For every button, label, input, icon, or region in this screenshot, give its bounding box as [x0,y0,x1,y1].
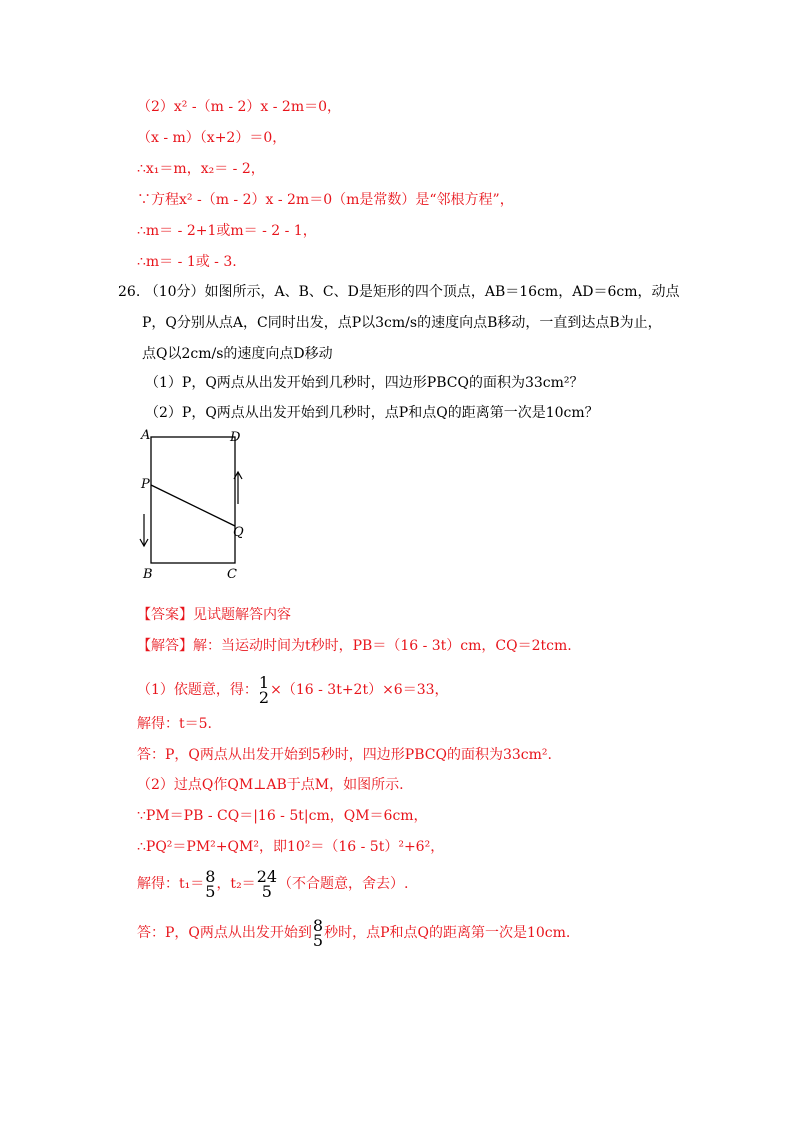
part2-line-1: （2）过点Q作QM⊥AB于点M，如图所示. [137,777,404,793]
question-26-line-3: 点Q以2cm/s的速度向点D移动 [142,346,333,362]
label-a: A [141,428,151,443]
solution-line-4: ∵方程x² -（m - 2）x - 2m＝0（m是常数）是“邻根方程”， [137,192,514,208]
label-q: Q [233,525,244,540]
part2-solve [137,866,409,902]
rectangle-abcd [151,437,235,563]
solution-intro: 【解答】解：当运动时间为t秒时，PB＝（16 - 3t）cm，CQ＝2tcm. [137,638,572,654]
fraction-denominator: 2 [258,688,270,707]
fraction-denominator: 5 [312,931,324,950]
label-c: C [227,567,237,582]
fraction-t2 [257,869,277,899]
part1-prefix: （1）依题意，得： [137,682,258,698]
question-26-sub-1: （1）P，Q两点从出发开始到几秒时，四边形PBCQ的面积为33cm²？ [145,375,584,391]
label-p: P [141,477,150,492]
question-26-sub-2: （2）P，Q两点从出发开始到几秒时，点P和点Q的距离第一次是10cm？ [145,405,599,421]
label-d: D [230,430,241,445]
solution-line-5: ∴m＝ - 2+1或m＝ - 2 - 1， [137,223,317,239]
label-b: B [143,567,153,582]
fraction-numerator: 24 [256,867,278,886]
fraction-denominator: 5 [261,882,272,901]
part2-conclusion-prefix: 答：P，Q两点从出发开始到 [137,925,312,941]
segment-pq [151,485,235,526]
part2-line-3: ∴PQ²＝PM²+QM²，即10²＝（16 - 5t）²+6²， [137,839,445,855]
part1-equation [137,672,449,708]
fraction-one-half [259,675,269,705]
fraction-numerator: 8 [312,916,324,935]
solution-line-3: ∴x₁＝m，x₂＝ - 2， [137,161,265,177]
part2-conclusion [137,915,570,951]
part2-conclusion-suffix: 秒时，点P和点Q的距离第一次是10cm. [324,925,571,941]
part2-solve-mid: ，t₂＝ [216,876,256,892]
solution-line-1: （2）x² -（m - 2）x - 2m＝0， [137,99,342,115]
fraction-numerator: 8 [205,867,216,886]
solution-line-2: （x - m）（x+2）＝0， [137,130,287,146]
answer-line: 【答案】见试题解答内容 [137,607,291,623]
question-26-line-1: 26. （10分）如图所示，A、B、C、D是矩形的四个顶点，AB＝16cm，AD＝6cm，动点 [118,284,680,300]
rectangle-diagram [138,422,278,584]
fraction-denominator: 5 [205,882,216,901]
rectangle-figure [138,422,278,584]
part2-solve-suffix: （不合题意，舍去）. [278,876,409,892]
part1-conclusion: 答：P，Q两点从出发开始到5秒时，四边形PBCQ的面积为33cm². [137,747,552,763]
part1-suffix: ×（16 - 3t+2t）×6＝33， [270,682,449,698]
fraction-conclusion [313,918,323,948]
fraction-t1 [205,869,215,899]
question-26-line-2: P，Q分别从点A，C同时出发，点P以3cm/s的速度向点B移动，一直到达点B为止， [142,315,662,331]
part2-line-2: ∵PM＝PB - CQ＝|16 - 5t|cm，QM＝6cm， [137,808,428,824]
solution-line-6: ∴m＝ - 1或 - 3. [137,254,237,270]
part2-solve-prefix: 解得：t₁＝ [137,876,205,892]
fraction-numerator: 1 [258,673,270,692]
part1-solve: 解得：t＝5. [137,716,212,732]
